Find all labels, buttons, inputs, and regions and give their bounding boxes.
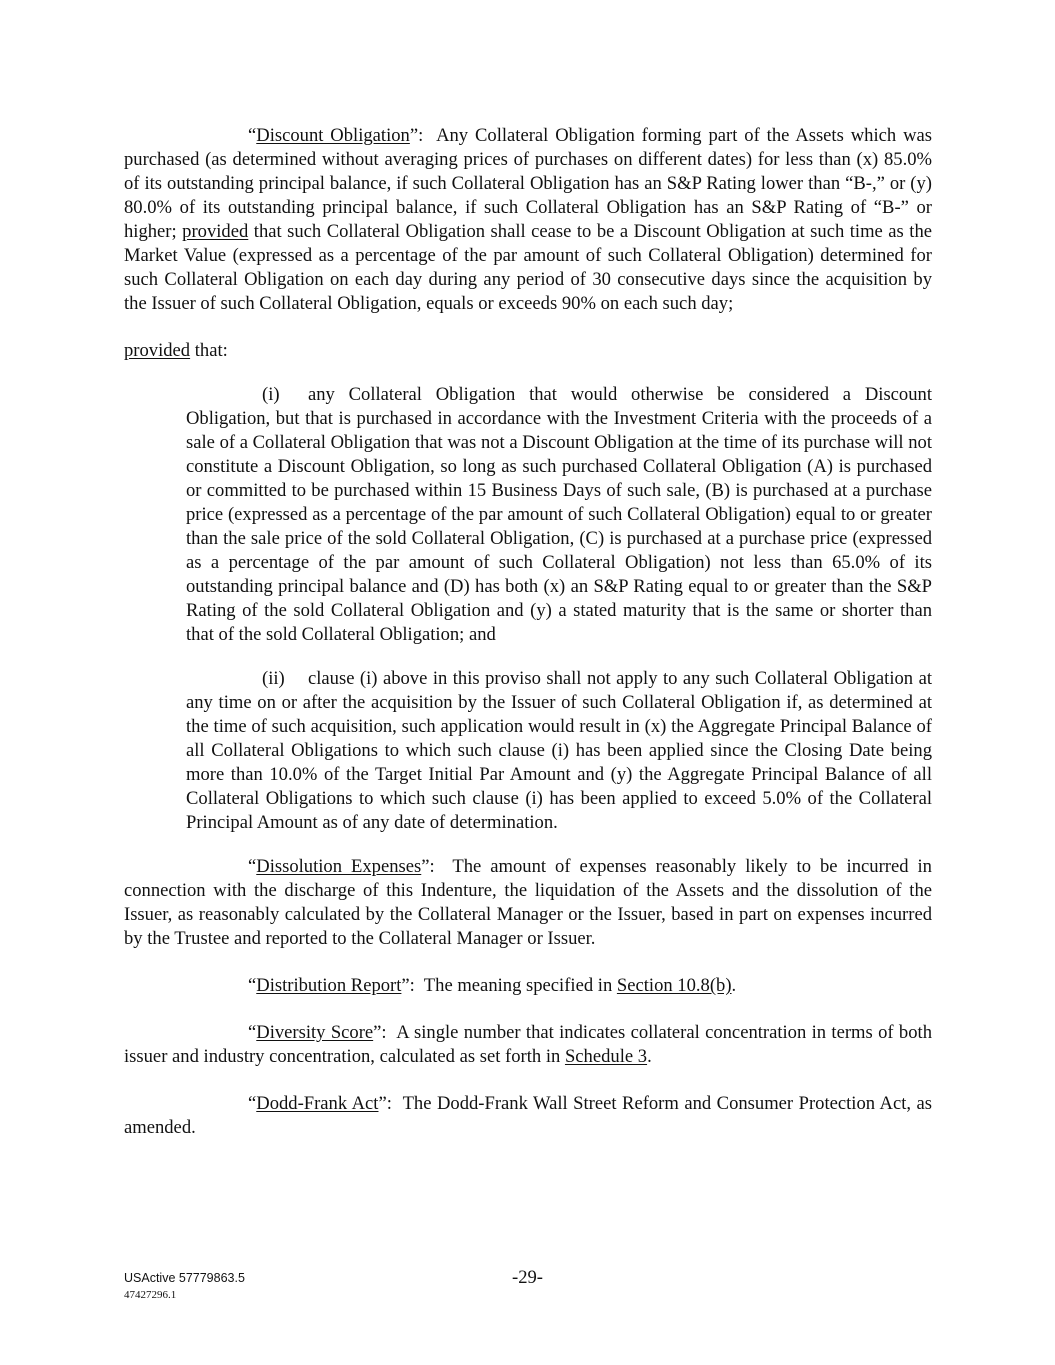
defined-term: Diversity Score — [256, 1022, 374, 1043]
definition-distribution-report: “Distribution Report”: The meaning specified in Section 10.8(b). — [248, 975, 737, 996]
clause-i: (i) any Collateral Obligation that would otherwise be considered a Discount Obligation, but that is purchased in accordance with the Investment Criteria with the proceeds of a sale of a Collateral Obligation that was not a Discount Obligation at the time of its purchase will not constitute a Discount Obligation, so long as such purchased Collateral Obligation (A) is purchased or committed to be purchased within 15 Business Days of such sale, (B) is purchased at a purchase price (expressed as a percentage of the par amount of such Collateral Obligation) equal to or greater than the sale price of the sold Collateral Obligation, (C) is purchased at a purchase price (expressed as a percentage of the par amount of such Collateral Obligation) not less than 65.0% of its outstanding principal balance and (D) has both (x) an S&P Rating equal to or greater than the S&P Rating of the sold Collateral Obligation and (y) a stated maturity that is the same or shorter than that of the sold Collateral Obligation; and — [186, 384, 932, 645]
definition-discount-obligation: “Discount Obligation”: Any Collateral Obligation forming part of the Assets which was purchased (as determined without averaging prices of purchases on different dates) for less than (x) 85.0% of its outstanding principal balance, if such Collateral Obligation has an S&P Rating lower than “B-,” or (y) 80.0% of its outstanding principal balance, if such Collateral Obligation has an S&P Rating of “B-” or higher; provided that such Collateral Obligation shall cease to be a Discount Obligation at such time as the Market Value (expressed as a percentage of the par amount of such Collateral Obligation) determined for such Collateral Obligation on each day during any period of 30 consecutive days since the acquisition by the Issuer of such Collateral Obligation, equals or exceeds 90% on each such day; — [124, 125, 937, 314]
footer-doc-id-secondary: 47427296.1 — [124, 1289, 177, 1301]
proviso-intro: provided that: — [124, 340, 228, 361]
definition-dissolution-expenses: “Dissolution Expenses”: The amount of expenses reasonably likely to be incurred in connection with the discharge of this Indenture, the liquidation of the Assets and the dissolution of the Issuer, as reasonably calculated by the Collateral Manager or the Issuer, based in part on expenses incurred by the Trustee and reported to the Collateral Manager or Issuer. — [124, 856, 937, 949]
defined-term: Dissolution Expenses — [256, 856, 422, 877]
provided-term: provided — [182, 221, 249, 242]
clause-number: (ii) — [262, 668, 285, 689]
document-body — [124, 124, 937, 1163]
schedule-reference: Schedule 3 — [564, 1046, 648, 1067]
clause-ii: (ii) clause (i) above in this proviso shall not apply to any such Collateral Obligation at any time on or after the acquisition by the Issuer of such Collateral Obligation if, as determined at the time of such acquisition, such application would result in (x) the Aggregate Principal Balance of all Collateral Obligations to which such clause (i) has been applied since the Closing Date being more than 10.0% of the Target Initial Par Amount and (y) the Aggregate Principal Balance of all Collateral Obligations to which such clause (i) has been applied to exceed 5.0% of the Collateral Principal Amount as of any date of determination. — [186, 668, 932, 833]
defined-term: Discount Obligation — [256, 125, 410, 146]
clause-number: (i) — [262, 384, 280, 405]
provided-term: provided — [124, 340, 191, 361]
definition-diversity-score: “Diversity Score”: A single number that indicates collateral concentration in terms of both issuer and industry concentration, calculated as set forth in Schedule 3. — [124, 1022, 937, 1067]
page-number: -29- — [512, 1267, 543, 1288]
definition-dodd-frank-act: “Dodd-Frank Act”: The Dodd-Frank Wall Street Reform and Consumer Protection Act, as amended. — [124, 1093, 937, 1138]
section-reference: Section 10.8(b) — [616, 975, 732, 996]
defined-term: Distribution Report — [256, 975, 402, 996]
footer-doc-id: USActive 57779863.5 — [124, 1271, 245, 1285]
defined-term: Dodd-Frank Act — [256, 1093, 379, 1114]
